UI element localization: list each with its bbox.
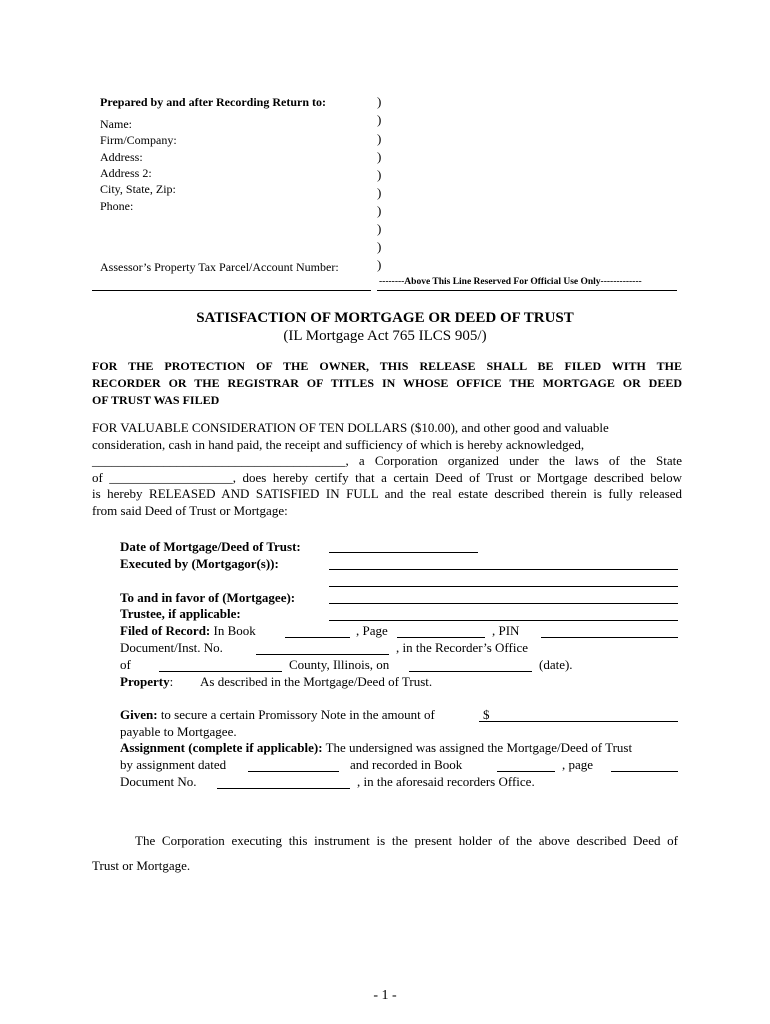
paren: ) — [377, 94, 382, 109]
notice-line: FOR THE PROTECTION OF THE OWNER, THIS RELEASE SHALL BE FILED WITH THE — [92, 359, 682, 373]
mortgagee-field[interactable] — [329, 603, 678, 604]
payable-text: payable to Mortgagee. — [120, 724, 237, 739]
given-label: Given: — [120, 707, 158, 722]
body-line: of ___________________, does hereby certify that a certain Deed of Trust or Mortgage described below — [92, 469, 682, 485]
phone-field-label: Phone: — [100, 199, 134, 213]
paren: ) — [377, 203, 382, 218]
book-field[interactable] — [285, 637, 350, 638]
county-field[interactable] — [159, 671, 282, 672]
filed-of-record-label: Filed of Record: — [120, 623, 211, 638]
paren: ) — [377, 131, 382, 146]
paren: ) — [377, 185, 382, 200]
dollar-sign: $ — [483, 707, 490, 722]
document-no-field[interactable] — [217, 788, 350, 789]
parcel-number-label: Assessor’s Property Tax Parcel/Account Number: — [100, 260, 339, 274]
page-number: - 1 - — [373, 988, 397, 1003]
given-row — [120, 707, 435, 723]
property-text: As described in the Mortgage/Deed of Trust. — [200, 674, 433, 689]
prepared-by-label: Prepared by and after Recording Return to: — [100, 95, 326, 109]
executed-by-field-line2[interactable] — [329, 586, 678, 587]
body-line: consideration, cash in hand paid, the receipt and sufficiency of which is hereby acknowledged, — [92, 436, 585, 452]
date-of-mortgage-label: Date of Mortgage/Deed of Trust: — [120, 539, 301, 554]
property-row — [120, 674, 173, 690]
by-assignment-label: by assignment dated — [120, 757, 227, 772]
date-suffix-label: (date). — [539, 657, 573, 672]
assignment-book-field[interactable] — [497, 771, 555, 772]
mortgagee-label: To and in favor of (Mortgagee): — [120, 590, 296, 605]
property-colon: : — [169, 674, 174, 689]
document-title: SATISFACTION OF MORTGAGE OR DEED OF TRUST — [196, 310, 574, 326]
county-label: County, Illinois, on — [289, 657, 390, 672]
assignment-page-field[interactable] — [611, 771, 678, 772]
assignment-row — [120, 740, 632, 756]
body-line: from said Deed of Trust or Mortgage: — [92, 502, 288, 518]
notice-line: OF TRUST WAS FILED — [92, 393, 220, 407]
executed-by-field[interactable] — [329, 569, 678, 570]
assignment-date-field[interactable] — [248, 771, 339, 772]
trustee-field[interactable] — [329, 620, 678, 621]
in-book-label: In Book — [213, 623, 256, 638]
closing-line-2: Trust or Mortgage. — [92, 858, 191, 873]
assignment-text: The undersigned was assigned the Mortgage/Deed of Trust — [325, 740, 633, 755]
firm-field-label: Firm/Company: — [100, 133, 177, 147]
divider-right — [377, 290, 677, 291]
recorded-book-label: and recorded in Book — [350, 757, 463, 772]
filed-of-record-row — [120, 623, 256, 639]
property-label: Property — [120, 674, 170, 689]
closing-line-1: The Corporation executing this instrument is the present holder of the above described Deed of — [135, 833, 678, 848]
address2-field-label: Address 2: — [100, 166, 152, 180]
document-subtitle: (IL Mortgage Act 765 ILCS 905/) — [283, 328, 487, 344]
executed-by-label: Executed by (Mortgagor(s)): — [120, 556, 279, 571]
notice-line: RECORDER OR THE REGISTRAR OF TITLES IN WHOSE OFFICE THE MORTGAGE OR DEED — [92, 376, 682, 390]
body-line: _______________________________________, a Corporation organized under the laws of the State — [92, 453, 682, 468]
date-of-mortgage-field[interactable] — [329, 552, 478, 553]
address-field-label: Address: — [100, 150, 143, 164]
document-inst-label: Document/Inst. No. — [120, 640, 223, 655]
given-text: to secure a certain Promissory Note in the amount of — [160, 707, 435, 722]
protection-notice — [92, 358, 682, 409]
recording-date-field[interactable] — [409, 671, 532, 672]
paren: ) — [377, 112, 382, 127]
paren: ) — [377, 167, 382, 182]
body-line: is hereby RELEASED AND SATISFIED IN FULL and the real estate described therein is fully released — [92, 486, 682, 501]
divider-left — [92, 290, 371, 291]
paren: ) — [377, 239, 382, 254]
paren: ) — [377, 257, 382, 272]
name-field-label: Name: — [100, 117, 132, 131]
paren: ) — [377, 149, 382, 164]
consideration-paragraph — [92, 420, 682, 519]
document-no-label: Document No. — [120, 774, 197, 789]
paren: ) — [377, 221, 382, 236]
trustee-label: Trustee, if applicable: — [120, 606, 241, 621]
official-use-notice: --------Above This Line Reserved For Official Use Only------------- — [379, 277, 642, 287]
page-label: , Page — [356, 623, 388, 638]
pin-label: , PIN — [492, 623, 520, 638]
pin-field[interactable] — [541, 637, 678, 638]
assignment-page-label: , page — [562, 757, 594, 772]
of-label: of — [120, 657, 131, 672]
body-line: FOR VALUABLE CONSIDERATION OF TEN DOLLARS ($10.00), and other good and valuable — [92, 420, 609, 435]
amount-field[interactable] — [479, 721, 678, 722]
recorders-office-label: , in the Recorder’s Office — [396, 640, 528, 655]
page-field[interactable] — [397, 637, 485, 638]
assignment-label: Assignment (complete if applicable): — [120, 740, 323, 755]
city-state-zip-field-label: City, State, Zip: — [100, 182, 176, 196]
document-inst-field[interactable] — [256, 654, 389, 655]
aforesaid-text: , in the aforesaid recorders Office. — [357, 774, 535, 789]
